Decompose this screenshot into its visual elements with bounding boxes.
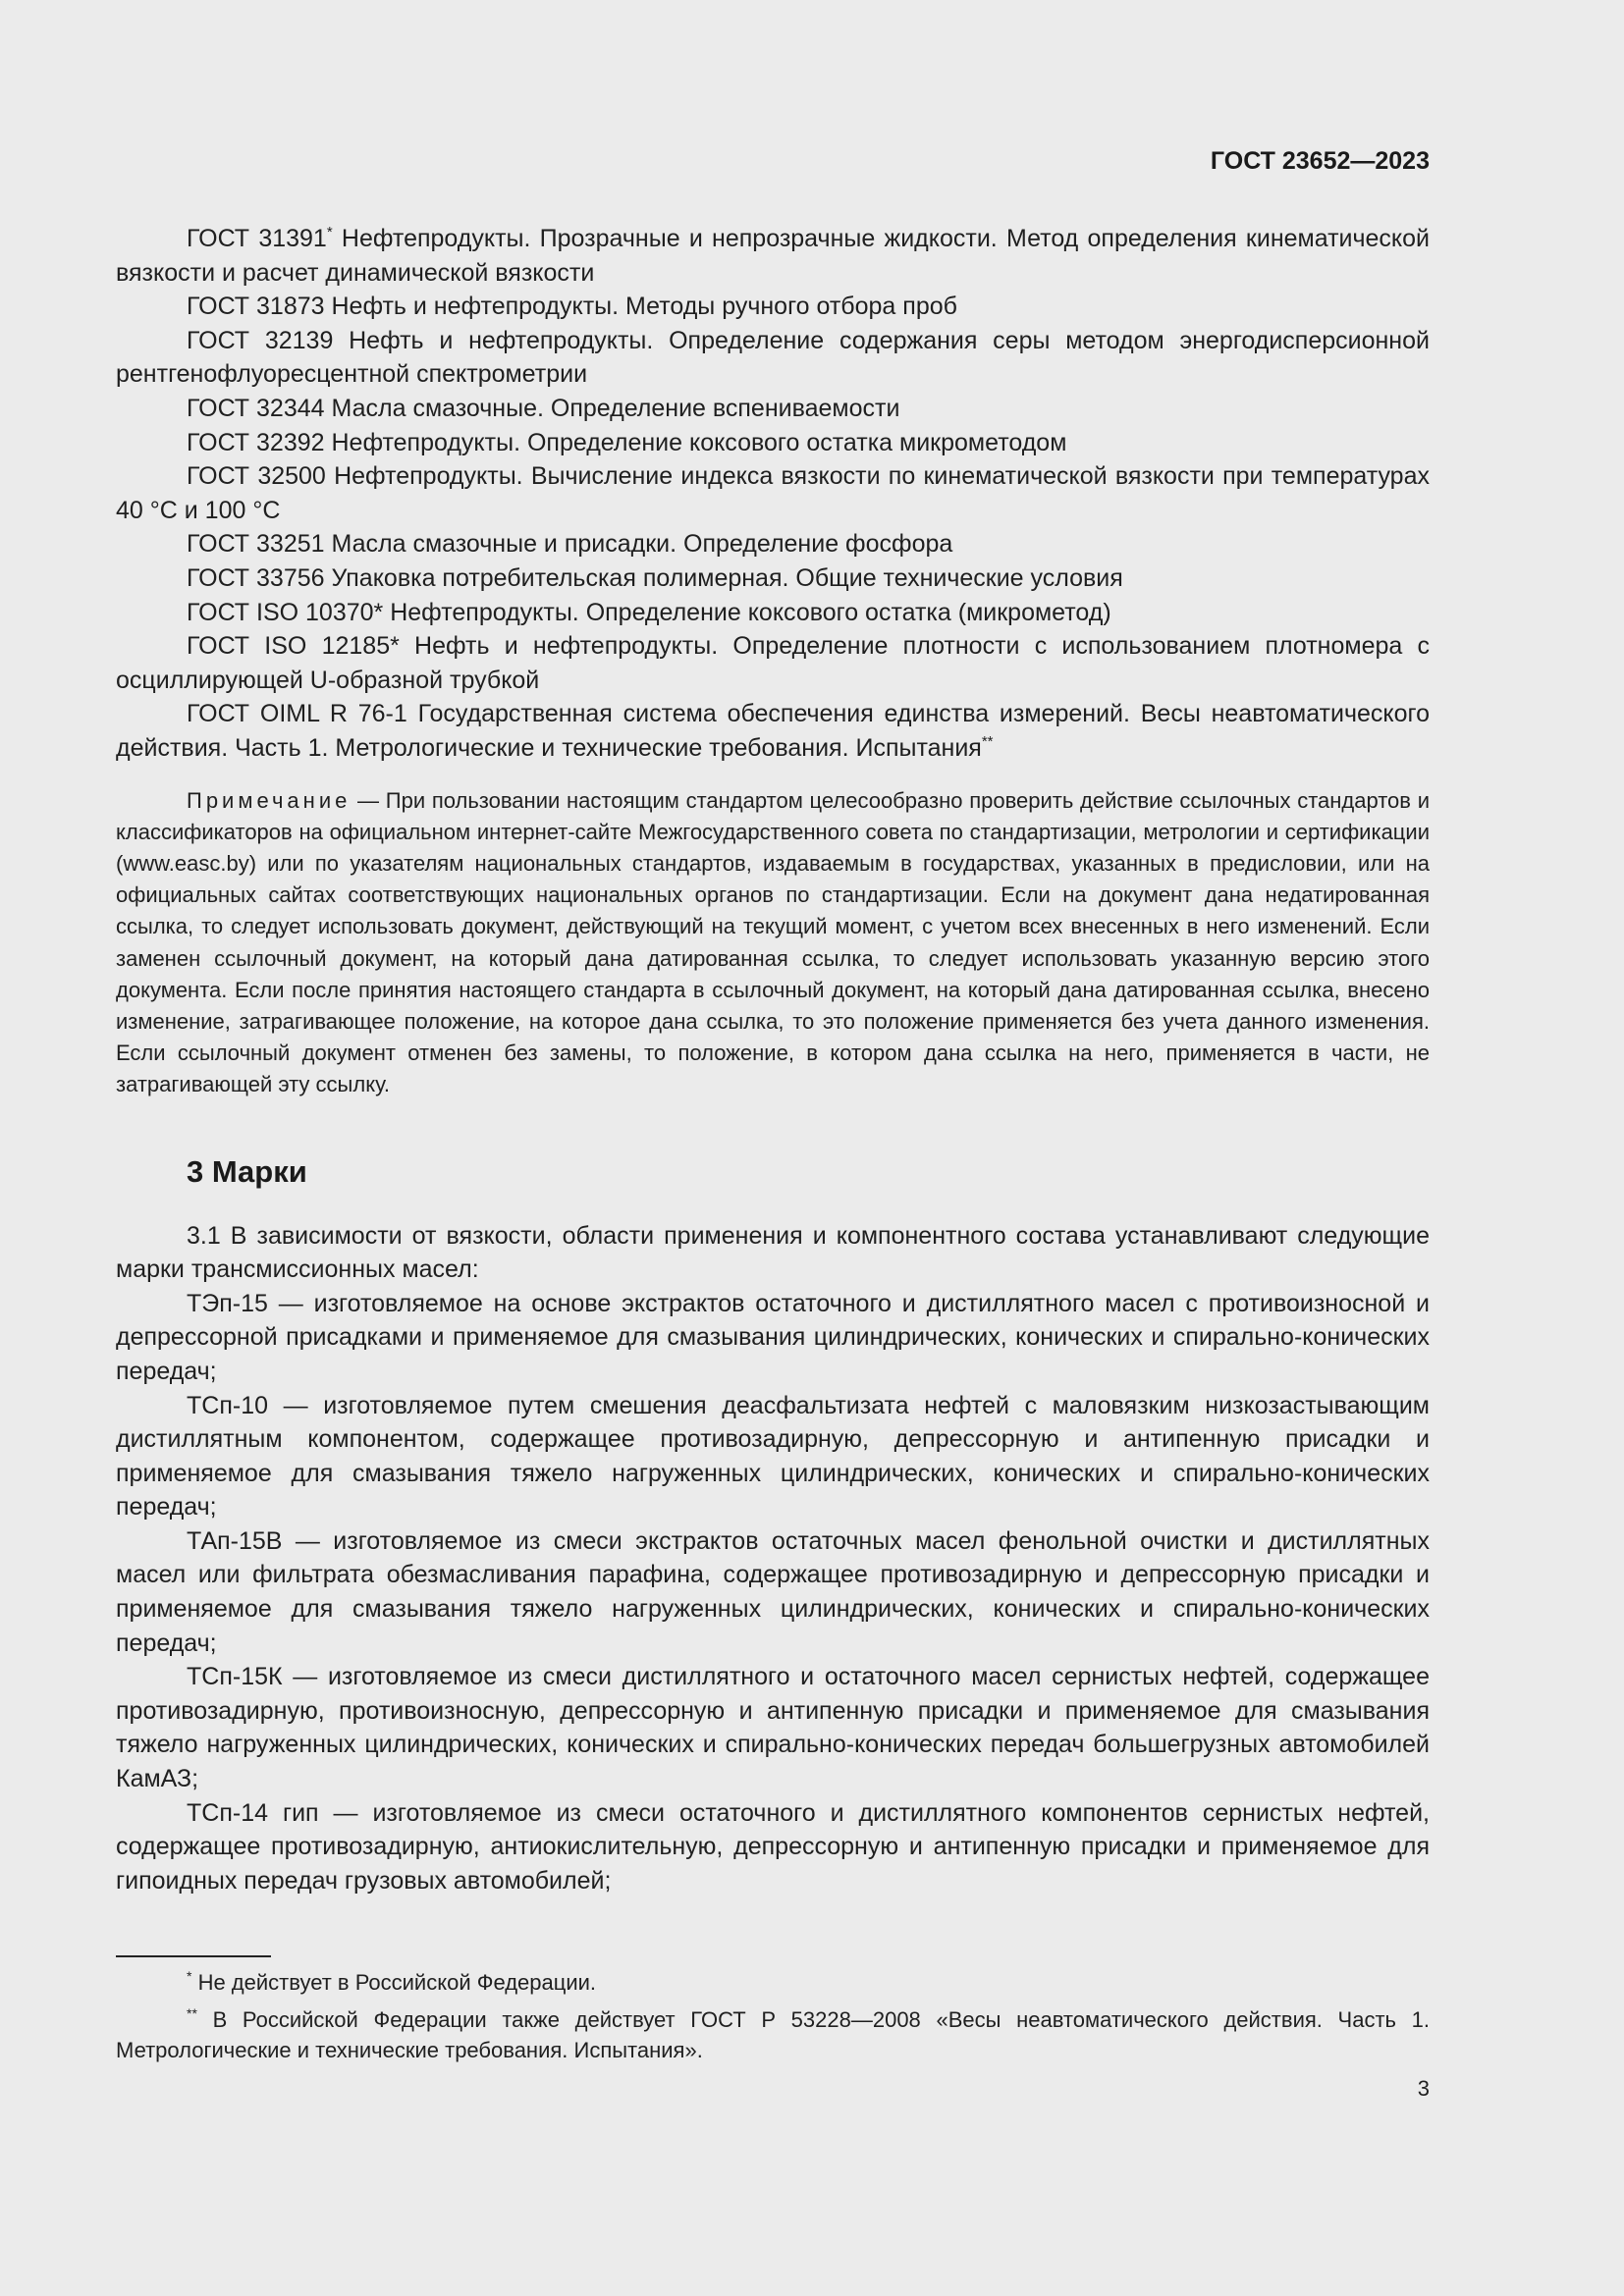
reference-title: Государственная система обеспечения единства измерений. Весы неавтоматического действия. Часть 1. Метрологические и технические требования. Испытания	[116, 700, 1430, 762]
reference-title: Нефть и нефтепродукты. Определение плотности с использованием плотномера с осциллирующей U-образной трубкой	[116, 632, 1431, 694]
reference-item	[116, 596, 1430, 630]
footnote-mark: *	[326, 224, 333, 240]
reference-title: Нефтепродукты. Вычисление индекса вязкости по кинематической вязкости при температурах 40 °С и 100 °С	[116, 462, 1430, 524]
page-number: 3	[1417, 2076, 1430, 2101]
section-body	[116, 1219, 1430, 1898]
document-body	[116, 222, 1430, 1897]
reference-item	[116, 697, 1430, 765]
footnote-divider	[116, 1955, 271, 1957]
reference-code: ГОСТ 31873	[187, 293, 325, 321]
section-heading: 3 Марки	[187, 1153, 307, 1189]
reference-title: Нефть и нефтепродукты. Методы ручного отбора проб	[324, 293, 957, 321]
reference-code: ГОСТ 32392	[187, 428, 325, 456]
reference-title: Масла смазочные. Определение вспениваемости	[324, 394, 900, 422]
reference-title: Нефтепродукты. Прозрачные и непрозрачные жидкости. Метод определения кинематической вязкости и расчет динамической вязкости	[116, 225, 1430, 287]
reference-title: Нефтепродукты. Определение коксового остатка (микрометод)	[383, 598, 1111, 626]
reference-item	[116, 324, 1430, 392]
reference-code: ГОСТ 32344	[187, 394, 325, 422]
reference-item	[116, 392, 1430, 426]
grade-paragraph: ТСп-14 гип — изготовляемое из смеси остаточного и дистиллятного компонентов сернистых нефтей, содержащее противозадирную, антиокислительную, депрессорную и антипенную присадки и применяемое для гипоидных передач грузовых автомобилей;	[116, 1798, 1430, 1895]
footnote-mark: **	[187, 2004, 197, 2021]
reference-code: ГОСТ 32500	[187, 462, 326, 491]
reference-code: ГОСТ OIML R 76-1	[187, 700, 407, 728]
reference-code: ГОСТ 33251	[187, 530, 325, 559]
grade-paragraph: ТСп-10 — изготовляемое путем смешения деасфальтизата нефтей с маловязким низкозастывающим дистиллятным компонентом, содержащее противозадирную, депрессорную и антипенную присадки и применяемое для смазывания тяжело нагруженных цилиндрических, конических и спирально-конических передач;	[116, 1391, 1430, 1522]
footnotes	[116, 1955, 1430, 2072]
reference-title: Нефть и нефтепродукты. Определение содержания серы методом энергодисперсионной рентгенофлуоресцентной спектрометрии	[116, 326, 1430, 389]
reference-code: ГОСТ 31391	[187, 225, 327, 252]
reference-item	[116, 561, 1430, 596]
footnote-mark: *	[187, 1968, 192, 1984]
grade-paragraph: ТАп-15В — изготовляемое из смеси экстрактов остаточных масел фенольной очистки и дистиллятных масел или фильтрата обезмасливания парафина, содержащее противозадирную и депрессорную присадки и применяемое для смазывания тяжело нагруженных цилиндрических, конических и спирально-конических передач;	[116, 1526, 1430, 1657]
reference-code: ГОСТ ISO 10370*	[187, 598, 384, 626]
reference-code: ГОСТ ISO 12185*	[187, 632, 400, 661]
footnote-text: Не действует в Российской Федерации.	[191, 1970, 597, 1995]
reference-title: Упаковка потребительская полимерная. Общие технические условия	[324, 563, 1123, 592]
reference-code: ГОСТ 33756	[187, 563, 325, 592]
section-paragraph: 3.1 В зависимости от вязкости, области применения и компонентного состава устанавливают следующие марки трансмиссионных масел:	[116, 1221, 1430, 1284]
reference-item	[116, 290, 1430, 324]
reference-title: Масла смазочные и присадки. Определение фосфора	[324, 530, 953, 559]
footnote	[116, 2004, 1430, 2066]
document-number-header: ГОСТ 23652—2023	[1210, 147, 1430, 175]
note-label: Примечание	[187, 787, 352, 813]
note-text: — При пользовании настоящим стандартом целесообразно проверить действие ссылочных стандартов и классификаторов на официальном интернет-сайте Межгосударственного совета по стандартизации, метрологии и сертификации (www.easc.by) или по указателям национальных стандартов, издаваемым в государствах, указанных в предисловии, или на официальных сайтах соответствующих национальных органов по стандартизации. Если на документ дана недатированная ссылка, то следует использовать документ, действующий на текущий момент, с учетом всех внесенных в него изменений. Если заменен ссылочный документ, на который дана датированная ссылка, то следует использовать указанную версию этого документа. Если после принятия настоящего стандарта в ссылочный документ, на который дана датированная ссылка, внесено изменение, затрагивающее положение, на которое дана ссылка, то это положение применяется без учета данного изменения. Если ссылочный документ отменен без замены, то положение, в котором дана ссылка на него, применяется в части, не затрагивающей эту ссылку.	[116, 787, 1430, 1097]
grade-paragraph: ТСп-15К — изготовляемое из смеси дистиллятного и остаточного масел сернистых нефтей, содержащее противозадирную, противоизносную, депрессорную и антипенную присадки и применяемое для смазывания тяжело нагруженных цилиндрических, конических и спирально-конических передач большегрузных автомобилей КамАЗ;	[116, 1663, 1430, 1793]
reference-item	[116, 222, 1430, 290]
reference-item	[116, 629, 1430, 697]
normative-references-list	[116, 222, 1430, 766]
reference-item	[116, 527, 1430, 561]
note-paragraph	[116, 785, 1430, 1101]
reference-item	[116, 459, 1430, 527]
reference-title: Нефтепродукты. Определение коксового остатка микрометодом	[324, 428, 1067, 456]
footnote-text: В Российской Федерации также действует ГОСТ Р 53228—2008 «Весы неавтоматического действия. Часть 1. Метрологические и технические требования. Испытания».	[116, 2006, 1430, 2062]
footnote	[116, 1967, 1430, 1999]
reference-item	[116, 426, 1430, 460]
grade-paragraph: ТЭп-15 — изготовляемое на основе экстрактов остаточного и дистиллятного масел с противоизносной и депрессорной присадками и применяемое для смазывания цилиндрических, конических и спирально-конических передач;	[116, 1289, 1430, 1385]
footnote-mark: **	[981, 732, 994, 750]
reference-code: ГОСТ 32139	[187, 326, 334, 354]
